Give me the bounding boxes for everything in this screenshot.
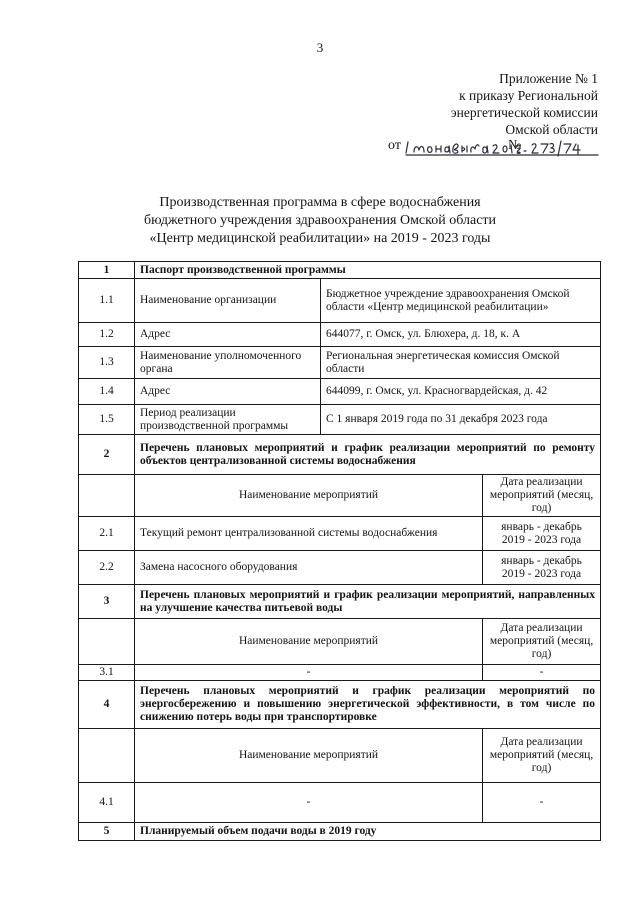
- row-value: Бюджетное учреждение здравоохранения Омской области «Центр медицинской реабилитации»: [321, 279, 601, 323]
- row-label: Наименование организации: [135, 279, 321, 323]
- order-date-line: [362, 136, 602, 158]
- column-header-date: Дата реализации мероприятий (месяц, год): [483, 729, 601, 783]
- section-title: Перечень плановых мероприятий и график реализации мероприятий, направленных на улучшение качества питьевой воды: [135, 585, 601, 619]
- row-number: 2.1: [79, 517, 135, 551]
- appendix-line-3: энергетической комиссии: [450, 105, 598, 120]
- row-value: 644077, г. Омск, ул. Блюхера, д. 18, к. А: [321, 323, 601, 347]
- order-number-label: №: [508, 138, 522, 153]
- section-4-row: [79, 681, 601, 729]
- row-label: Наименование уполномоченного органа: [135, 347, 321, 379]
- row-number: 1.3: [79, 347, 135, 379]
- row-date-years: 2019 - 2023 года: [501, 533, 582, 546]
- column-header-name: Наименование мероприятий: [135, 729, 483, 783]
- section-number: 1: [79, 262, 135, 279]
- row-number: 2.2: [79, 551, 135, 585]
- row-name: -: [135, 783, 483, 823]
- appendix-line-2: к приказу Региональной: [459, 88, 598, 103]
- section-number: 4: [79, 681, 135, 729]
- table-row: [79, 665, 601, 681]
- appendix-line-4: Омской области: [505, 122, 598, 137]
- handwritten-signature-date: [362, 136, 602, 160]
- section-5-row: [79, 823, 601, 841]
- column-header-name: Наименование мероприятий: [135, 619, 483, 665]
- page-number: 3: [316, 40, 324, 55]
- row-name: Текущий ремонт централизованной системы водоснабжения: [135, 517, 483, 551]
- row-number: 3.1: [79, 665, 135, 681]
- table-row: [79, 379, 601, 405]
- empty-cell: [79, 475, 135, 517]
- table-row: [79, 405, 601, 435]
- row-label: Адрес: [135, 323, 321, 347]
- row-date: -: [483, 665, 601, 681]
- row-number: 1.1: [79, 279, 135, 323]
- section-title: Перечень плановых мероприятий и график реализации мероприятий по энергосбережению и повышению энергетической эффективности, в том числе по снижению потерь воды при транспортировке: [135, 681, 601, 729]
- appendix-line-1: Приложение № 1: [499, 71, 598, 86]
- empty-cell: [79, 619, 135, 665]
- section-3-row: [79, 585, 601, 619]
- row-date-months: январь - декабрь: [501, 554, 582, 567]
- table-row: [79, 783, 601, 823]
- row-value: Региональная энергетическая комиссия Омской области: [321, 347, 601, 379]
- row-value: С 1 января 2019 года по 31 декабря 2023 года: [321, 405, 601, 435]
- row-date: [483, 517, 601, 551]
- section-number: 2: [79, 435, 135, 475]
- table-row: [79, 279, 601, 323]
- row-number: 1.2: [79, 323, 135, 347]
- table-row: [79, 551, 601, 585]
- row-date: -: [483, 783, 601, 823]
- row-date: [483, 551, 601, 585]
- column-header-date: Дата реализации мероприятий (месяц, год): [483, 619, 601, 665]
- section-title: Планируемый объем подачи воды в 2019 году: [135, 823, 601, 841]
- table-row: [79, 323, 601, 347]
- title-line-1: Производственная программа в сфере водоснабжения: [159, 195, 481, 210]
- column-header-date: Дата реализации мероприятий (месяц, год): [483, 475, 601, 517]
- row-name: -: [135, 665, 483, 681]
- row-number: 1.4: [79, 379, 135, 405]
- section-title: Паспорт производственной программы: [135, 262, 601, 279]
- table-row: [79, 517, 601, 551]
- section-1-row: [79, 262, 601, 279]
- row-number: 4.1: [79, 783, 135, 823]
- section-2-row: [79, 435, 601, 475]
- row-name: Замена насосного оборудования: [135, 551, 483, 585]
- section-number: 5: [79, 823, 135, 841]
- section-number: 3: [79, 585, 135, 619]
- table-header-row: [79, 729, 601, 783]
- table-row: [79, 347, 601, 379]
- document-title: [0, 194, 640, 248]
- row-date-years: 2019 - 2023 года: [501, 567, 582, 580]
- title-line-2: бюджетного учреждения здравоохранения Омской области: [143, 213, 497, 228]
- column-header-name: Наименование мероприятий: [135, 475, 483, 517]
- row-value: 644099, г. Омск, ул. Красногвардейская, д. 42: [321, 379, 601, 405]
- table-header-row: [79, 475, 601, 517]
- order-ot-label: от: [388, 138, 401, 153]
- empty-cell: [79, 729, 135, 783]
- appendix-header: [451, 70, 598, 138]
- title-line-3: «Центр медицинской реабилитации» на 2019 - 2023 годы: [149, 231, 491, 246]
- row-date-months: январь - декабрь: [501, 520, 582, 533]
- row-label: Адрес: [135, 379, 321, 405]
- section-title: Перечень плановых мероприятий и график реализации мероприятий по ремонту объектов централизованной системы водоснабжения: [135, 435, 601, 475]
- production-program-table: [78, 261, 601, 841]
- row-number: 1.5: [79, 405, 135, 435]
- row-label: Период реализации производственной программы: [135, 405, 321, 435]
- table-header-row: [79, 619, 601, 665]
